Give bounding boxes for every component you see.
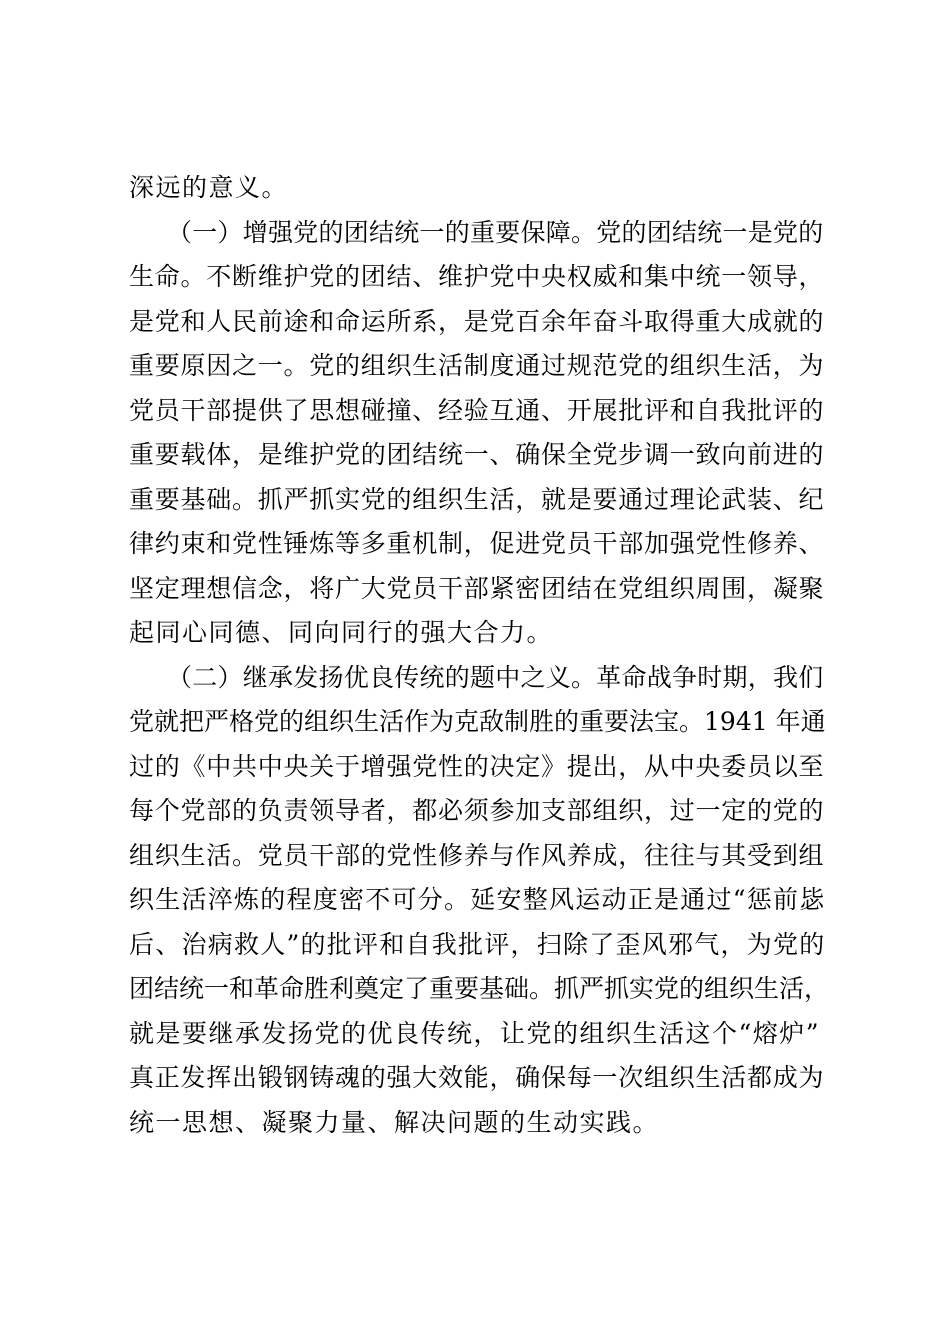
text-line: 坚定理想信念，将广大党员干部紧密团结在党组织周围，凝聚: [129, 573, 825, 603]
text-line: 深远的意义。: [129, 173, 289, 202]
text-line: 重要基础。抓严抓实党的组织生活，就是要通过理论武装、纪: [129, 484, 825, 514]
text-line: 起同心同德、同向同行的强大合力。: [129, 618, 554, 647]
text-line: 真正发挥出锻钢铸魂的强大效能，确保每一次组织生活都成为: [129, 1063, 825, 1092]
text-line: 统一思想、凝聚力量、解决问题的生动实践。: [129, 1107, 660, 1137]
section-heading-line: （一）增强党的团结统一的重要保障。党的团结统一是党的: [167, 217, 824, 247]
text-line: 律约束和党性锤炼等多重机制，促进党员干部加强党性修养、: [129, 529, 825, 558]
text-line: 团结统一和革命胜利奠定了重要基础。抓严抓实党的组织生活，: [129, 974, 830, 1003]
text-line: 织生活淬炼的程度密不可分。延安整风运动正是通过“惩前毖: [129, 885, 826, 914]
text-line: 党就把严格党的组织生活作为克敌制胜的重要法宝。1941 年通: [129, 707, 826, 736]
section-heading-line: （二）继承发扬优良传统的题中之义。革命战争时期，我们: [167, 662, 824, 692]
text-line: 后、治病救人”的批评和自我批评，扫除了歪风邪气，为党的: [129, 929, 826, 959]
text-line: 是党和人民前途和命运所系，是党百余年奋斗取得重大成就的: [129, 306, 825, 336]
text-line: 就是要继承发扬党的优良传统，让党的组织生活这个“熔炉”: [129, 1018, 821, 1048]
text-line: 组织生活。党员干部的党性修养与作风养成，往往与其受到组: [129, 840, 825, 870]
body-text: [129, 166, 829, 1145]
text-line: 党员干部提供了思想碰撞、经验互通、开展批评和自我批评的: [129, 395, 825, 425]
text-line: 每个党部的负责领导者，都必须参加支部组织，过一定的党的: [129, 796, 825, 825]
text-line: 重要原因之一。党的组织生活制度通过规范党的组织生活，为: [129, 351, 825, 380]
text-line: 过的《中共中央关于增强党性的决定》提出，从中央委员以至: [129, 751, 825, 781]
text-line: 生命。不断维护党的团结、维护党中央权威和集中统一领导，: [129, 262, 825, 291]
text-line: 重要载体，是维护党的团结统一、确保全党步调一致向前进的: [129, 440, 825, 469]
